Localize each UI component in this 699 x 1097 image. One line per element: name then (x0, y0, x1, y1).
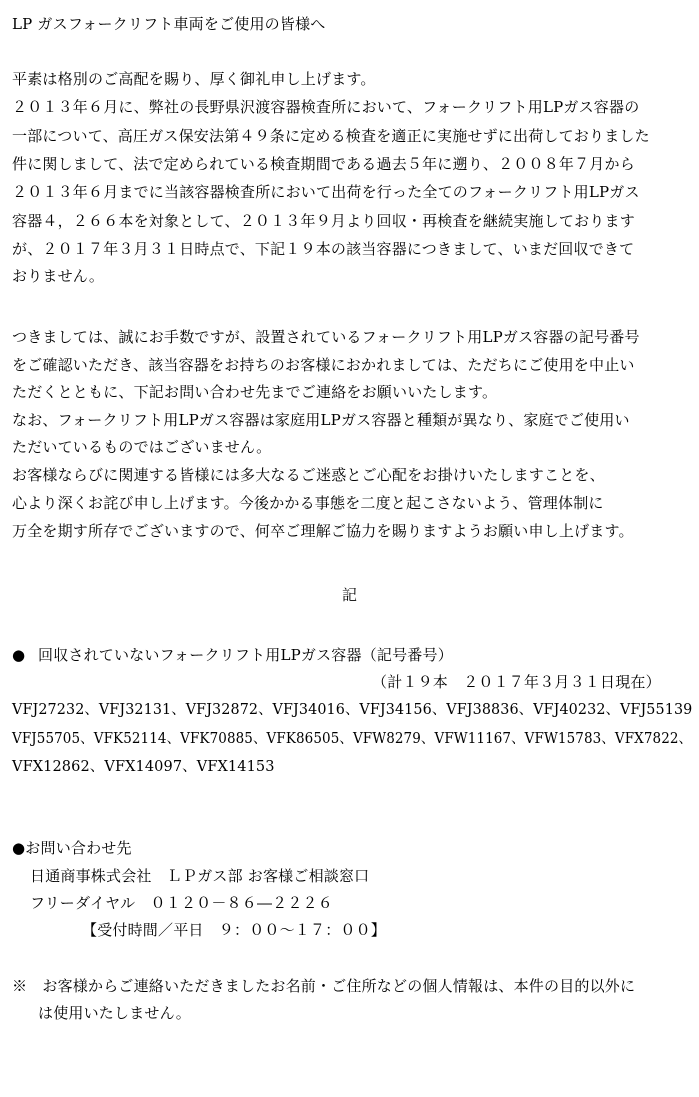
request-line: をご確認いただき、該当容器をお持ちのお客様におかれましては、ただちにご使用を中止い (12, 356, 635, 374)
request-line: ただくとともに、下記お問い合わせ先までご連絡をお願いいたします。 (12, 383, 498, 401)
request-line: お客様ならびに関連する皆様には多大なるご迷惑とご心配をお掛けいたしますことを、 (12, 466, 605, 484)
request-line: つきましては、誠にお手数ですが、設置されているフォークリフト用LPガス容器の記号番号 (12, 328, 640, 346)
contact-company: 日通商事株式会社 ＬＰガス部 お客様ご相談窓口 (30, 867, 370, 885)
intro-line: おりません。 (12, 267, 105, 285)
code-list-line: VFX12862、VFX14097、VFX14153 (12, 759, 275, 775)
request-line: 万全を期す所存でございますので、何卒ご理解ご協力を賜りますようお願い申し上げます。 (12, 522, 634, 540)
unrecovered-heading-text: 回収されていないフォークリフト用LPガス容器（記号番号） (38, 646, 453, 664)
code-list-line: VFJ55705、VFK52114、VFK70885、VFK86505、VFW8279、VFW11167、VFW15783、VFX7822、 (12, 731, 693, 747)
unrecovered-heading (12, 645, 453, 665)
code-list-line: VFJ27232、VFJ32131、VFJ32872、VFJ34016、VFJ34156、VFJ38836、VFJ40232、VFJ55139 (12, 702, 693, 718)
bullet-icon: ● (12, 646, 26, 664)
privacy-note-line: は使用いたしません。 (38, 1004, 191, 1022)
intro-line: 平素は格別のご高配を賜り、厚く御礼申し上げます。 (12, 70, 376, 88)
intro-line: ２０１３年６月に、弊社の長野県沢渡容器検査所において、フォークリフト用LPガス容器の (12, 98, 640, 116)
intro-line: ２０１３年６月までに当該容器検査所において出荷を行った全てのフォークリフト用LPガス (12, 183, 640, 201)
count-note: （計１９本 ２０１７年３月３１日現在） (372, 673, 661, 691)
intro-line: 件に関しまして、法で定められている検査期間である過去５年に遡り、２００８年７月から (12, 155, 635, 173)
intro-line: 容器４，２６６本を対象として、２０１３年９月より回収・再検査を継続実施しております (12, 212, 635, 230)
contact-freedial: フリーダイヤル ０１２０－８６―２２２６ (30, 894, 333, 912)
request-line: ただいているものではございません。 (12, 438, 272, 456)
intro-line: 一部について、高圧ガス保安法第４９条に定める検査を適正に実施せずに出荷しておりました (12, 127, 650, 145)
intro-line: が、２０１７年３月３１日時点で、下記１９本の該当容器につきまして、いまだ回収できて (12, 240, 635, 258)
ki-heading: 記 (342, 586, 358, 604)
page-title: LP ガスフォークリフト車両をご使用の皆様へ (12, 15, 326, 33)
request-line: なお、フォークリフト用LPガス容器は家庭用LPガス容器と種類が異なり、家庭でご使用い (12, 411, 630, 429)
request-line: 心より深くお詫び申し上げます。今後かかる事態を二度と起こさないよう、管理体制に (12, 494, 604, 512)
contact-heading: ●お問い合わせ先 (12, 839, 132, 857)
privacy-note-line: ※ お客様からご連絡いただきましたお名前・ご住所などの個人情報は、本件の目的以外に (12, 977, 636, 995)
contact-hours: 【受付時間／平日 ９：００～１７：００】 (82, 921, 387, 939)
